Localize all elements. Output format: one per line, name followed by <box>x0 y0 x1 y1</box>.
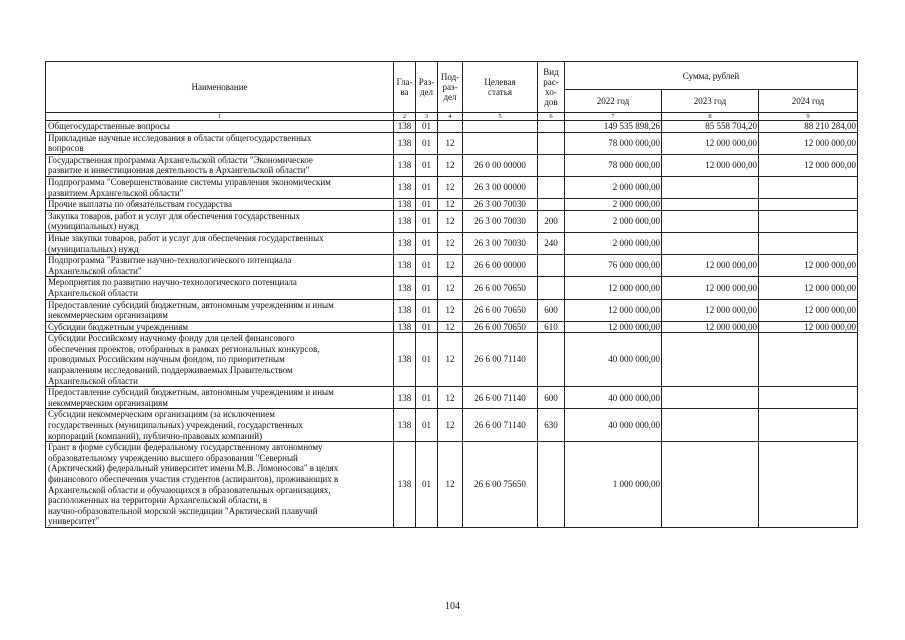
row-target-article: 26 3 00 70030 <box>463 232 538 254</box>
row-expense-type: 610 <box>538 321 565 333</box>
row-razdel: 01 <box>416 321 438 333</box>
row-sum-2023: 12 000 000,00 <box>662 255 759 277</box>
row-target-article: 26 3 00 70030 <box>463 210 538 232</box>
row-expense-type <box>538 176 565 198</box>
column-index: 4 <box>438 113 463 121</box>
row-expense-type: 600 <box>538 299 565 321</box>
row-sum-2022: 40 000 000,00 <box>565 333 662 387</box>
row-razdel: 01 <box>416 299 438 321</box>
row-podrazdel: 12 <box>438 409 463 442</box>
row-sum-2023 <box>662 442 759 528</box>
row-podrazdel: 12 <box>438 255 463 277</box>
row-sum-2023 <box>662 387 759 409</box>
column-index-row <box>46 113 858 121</box>
row-sum-2023 <box>662 232 759 254</box>
column-index: 3 <box>416 113 438 121</box>
row-target-article: 26 6 00 70650 <box>463 277 538 299</box>
row-sum-2022: 40 000 000,00 <box>565 409 662 442</box>
page-number: 104 <box>445 601 460 612</box>
row-sum-2022: 149 535 898,26 <box>565 121 662 133</box>
row-name: Иные закупки товаров, работ и услуг для обеспечения государственных (муниципальных) нужд <box>46 232 394 254</box>
row-expense-type <box>538 255 565 277</box>
row-sum-2023: 12 000 000,00 <box>662 277 759 299</box>
row-podrazdel: 12 <box>438 442 463 528</box>
row-name: Прикладные научные исследования в области общегосударственных вопросов <box>46 132 394 154</box>
row-name: Предоставление субсидий бюджетным, автономным учреждениям и иным некоммерческим организациям <box>46 299 394 321</box>
row-glava: 138 <box>394 409 416 442</box>
column-index: 9 <box>759 113 858 121</box>
row-sum-2024: 12 000 000,00 <box>759 277 858 299</box>
row-podrazdel: 12 <box>438 199 463 211</box>
row-sum-2024: 12 000 000,00 <box>759 154 858 176</box>
table-row <box>46 210 858 232</box>
table-row <box>46 255 858 277</box>
row-sum-2024 <box>759 387 858 409</box>
row-razdel: 01 <box>416 176 438 198</box>
row-expense-type <box>538 154 565 176</box>
header-year-2024: 2024 год <box>759 90 858 113</box>
row-target-article: 26 6 00 71140 <box>463 333 538 387</box>
table-row <box>46 277 858 299</box>
row-sum-2024: 12 000 000,00 <box>759 132 858 154</box>
row-podrazdel: 12 <box>438 132 463 154</box>
row-name: Предоставление субсидий бюджетным, автономным учреждениям и иным некоммерческим организациям <box>46 387 394 409</box>
row-razdel: 01 <box>416 387 438 409</box>
row-sum-2024 <box>759 232 858 254</box>
header-name: Наименование <box>46 62 394 113</box>
row-target-article: 26 6 00 70650 <box>463 321 538 333</box>
table-row <box>46 154 858 176</box>
budget-table <box>45 61 858 528</box>
row-podrazdel: 12 <box>438 387 463 409</box>
budget-table-body <box>46 121 858 528</box>
row-glava: 138 <box>394 299 416 321</box>
row-sum-2024: 12 000 000,00 <box>759 299 858 321</box>
row-expense-type: 200 <box>538 210 565 232</box>
row-razdel: 01 <box>416 132 438 154</box>
column-index: 1 <box>46 113 394 121</box>
row-name: Подпрограмма "Совершенствование системы управления экономическим развитием Архангельской области" <box>46 176 394 198</box>
row-glava: 138 <box>394 121 416 133</box>
row-razdel: 01 <box>416 442 438 528</box>
row-name: Грант в форме субсидии федеральному государственному автономному образовательному учреждению высшего образования "Северный (Арктический) федеральный университет имени М.В. Ломоносова" в целях финансового обеспечения участия студентов (аспирантов), проживающих в Архангельской области и обучающихся в образовательных организациях, расположенных на территории Архангельской области, в научно-образовательной морской экспедиции "Арктический плавучий университет" <box>46 442 394 528</box>
table-row <box>46 333 858 387</box>
row-razdel: 01 <box>416 121 438 133</box>
row-expense-type: 630 <box>538 409 565 442</box>
row-target-article: 26 3 00 00000 <box>463 176 538 198</box>
row-razdel: 01 <box>416 409 438 442</box>
table-row <box>46 176 858 198</box>
row-glava: 138 <box>394 277 416 299</box>
table-row <box>46 199 858 211</box>
table-row <box>46 121 858 133</box>
row-sum-2022: 12 000 000,00 <box>565 299 662 321</box>
header-row-top <box>46 62 858 90</box>
row-sum-2022: 12 000 000,00 <box>565 321 662 333</box>
header-year-2023: 2023 год <box>662 90 759 113</box>
row-sum-2022: 12 000 000,00 <box>565 277 662 299</box>
header-expense-type: Вид рас- хо- дов <box>538 62 565 113</box>
row-name: Закупка товаров, работ и услуг для обеспечения государственных (муниципальных) нужд <box>46 210 394 232</box>
row-expense-type: 240 <box>538 232 565 254</box>
row-sum-2022: 2 000 000,00 <box>565 232 662 254</box>
row-glava: 138 <box>394 442 416 528</box>
row-glava: 138 <box>394 255 416 277</box>
row-expense-type <box>538 442 565 528</box>
header-glava: Гла- ва <box>394 62 416 113</box>
table-row <box>46 132 858 154</box>
table-row <box>46 232 858 254</box>
table-row <box>46 321 858 333</box>
table-row <box>46 442 858 528</box>
row-podrazdel: 12 <box>438 154 463 176</box>
row-expense-type <box>538 121 565 133</box>
row-name: Субсидии Российскому научному фонду для целей финансового обеспечения проектов, отобранных в рамках региональных конкурсов, проводимых Российским научным фондом, по приоритетным направлениям исследований, поддерживаемых Правительством Архангельской области <box>46 333 394 387</box>
row-name: Субсидии бюджетным учреждениям <box>46 321 394 333</box>
row-target-article: 26 0 00 00000 <box>463 154 538 176</box>
row-target-article: 26 6 00 70650 <box>463 299 538 321</box>
row-sum-2023 <box>662 210 759 232</box>
row-sum-2023 <box>662 409 759 442</box>
table-row <box>46 299 858 321</box>
row-podrazdel: 12 <box>438 299 463 321</box>
row-podrazdel: 12 <box>438 210 463 232</box>
row-sum-2022: 1 000 000,00 <box>565 442 662 528</box>
row-name: Субсидии некоммерческим организациям (за исключением государственных (муниципальных) учреждений, государственных корпораций (компаний), публично-правовых компаний) <box>46 409 394 442</box>
row-target-article: 26 6 00 75650 <box>463 442 538 528</box>
row-expense-type <box>538 333 565 387</box>
row-razdel: 01 <box>416 277 438 299</box>
row-name: Прочие выплаты по обязательствам государства <box>46 199 394 211</box>
row-sum-2022: 40 000 000,00 <box>565 387 662 409</box>
row-sum-2022: 78 000 000,00 <box>565 132 662 154</box>
row-sum-2023 <box>662 333 759 387</box>
header-sum: Сумма, рублей <box>565 62 858 90</box>
row-razdel: 01 <box>416 232 438 254</box>
row-glava: 138 <box>394 387 416 409</box>
table-row <box>46 387 858 409</box>
row-target-article <box>463 132 538 154</box>
row-sum-2024 <box>759 442 858 528</box>
header-podrazdel: Под- раз- дел <box>438 62 463 113</box>
row-sum-2023: 12 000 000,00 <box>662 154 759 176</box>
row-glava: 138 <box>394 321 416 333</box>
column-index: 6 <box>538 113 565 121</box>
row-sum-2023: 85 558 704,20 <box>662 121 759 133</box>
row-razdel: 01 <box>416 255 438 277</box>
row-name: Подпрограмма "Развитие научно-технологического потенциала Архангельской области" <box>46 255 394 277</box>
row-sum-2022: 76 000 000,00 <box>565 255 662 277</box>
row-target-article: 26 3 00 70030 <box>463 199 538 211</box>
row-expense-type <box>538 277 565 299</box>
row-glava: 138 <box>394 132 416 154</box>
row-sum-2024 <box>759 176 858 198</box>
header-year-2022: 2022 год <box>565 90 662 113</box>
column-index: 8 <box>662 113 759 121</box>
row-target-article: 26 6 00 00000 <box>463 255 538 277</box>
row-sum-2024 <box>759 409 858 442</box>
row-sum-2022: 2 000 000,00 <box>565 210 662 232</box>
row-sum-2023: 12 000 000,00 <box>662 299 759 321</box>
row-glava: 138 <box>394 232 416 254</box>
row-glava: 138 <box>394 199 416 211</box>
row-razdel: 01 <box>416 154 438 176</box>
row-expense-type <box>538 199 565 211</box>
table-row <box>46 409 858 442</box>
row-podrazdel: 12 <box>438 176 463 198</box>
row-name: Государственная программа Архангельской области "Экономическое развитие и инвестиционная деятельность в Архангельской области" <box>46 154 394 176</box>
header-razdel: Раз- дел <box>416 62 438 113</box>
row-podrazdel: 12 <box>438 277 463 299</box>
row-sum-2022: 78 000 000,00 <box>565 154 662 176</box>
row-sum-2024: 12 000 000,00 <box>759 255 858 277</box>
row-sum-2022: 2 000 000,00 <box>565 199 662 211</box>
row-expense-type: 600 <box>538 387 565 409</box>
row-sum-2024 <box>759 210 858 232</box>
row-target-article <box>463 121 538 133</box>
row-razdel: 01 <box>416 210 438 232</box>
row-sum-2022: 2 000 000,00 <box>565 176 662 198</box>
row-podrazdel <box>438 121 463 133</box>
header-target-article: Целевая статья <box>463 62 538 113</box>
row-glava: 138 <box>394 154 416 176</box>
row-podrazdel: 12 <box>438 333 463 387</box>
column-index: 5 <box>463 113 538 121</box>
row-podrazdel: 12 <box>438 321 463 333</box>
column-index: 7 <box>565 113 662 121</box>
row-sum-2024 <box>759 333 858 387</box>
row-sum-2024: 88 210 284,00 <box>759 121 858 133</box>
row-glava: 138 <box>394 176 416 198</box>
row-name: Общегосударственные вопросы <box>46 121 394 133</box>
row-name: Мероприятия по развитию научно-технологического потенциала Архангельской области <box>46 277 394 299</box>
row-glava: 138 <box>394 210 416 232</box>
row-sum-2023 <box>662 176 759 198</box>
column-index: 2 <box>394 113 416 121</box>
row-sum-2023: 12 000 000,00 <box>662 132 759 154</box>
row-target-article: 26 6 00 71140 <box>463 409 538 442</box>
row-target-article: 26 6 00 71140 <box>463 387 538 409</box>
row-expense-type <box>538 132 565 154</box>
row-razdel: 01 <box>416 333 438 387</box>
row-podrazdel: 12 <box>438 232 463 254</box>
row-glava: 138 <box>394 333 416 387</box>
row-sum-2023 <box>662 199 759 211</box>
row-razdel: 01 <box>416 199 438 211</box>
row-sum-2023: 12 000 000,00 <box>662 321 759 333</box>
row-sum-2024 <box>759 199 858 211</box>
row-sum-2024: 12 000 000,00 <box>759 321 858 333</box>
